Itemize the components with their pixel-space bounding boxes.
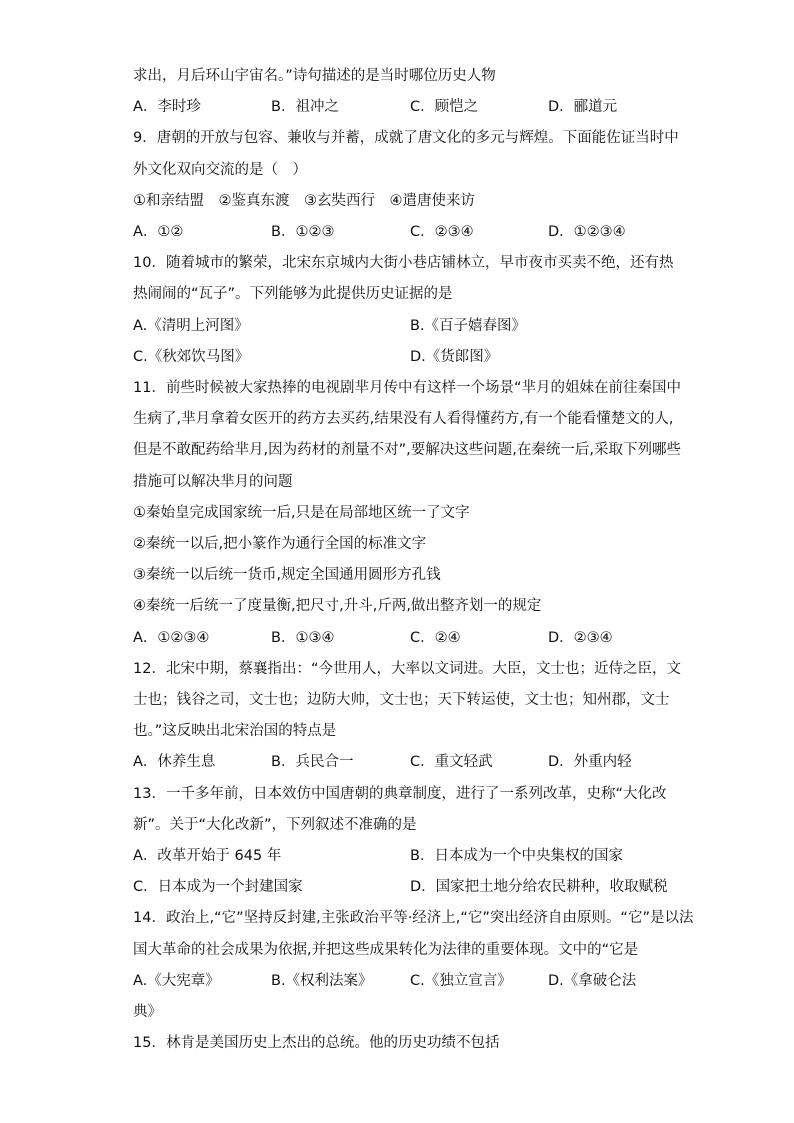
answer-option: B.《百子嬉春图》 — [410, 318, 527, 334]
text-line: 新”。关于“大化改新”，下列叙述不准确的是 — [133, 817, 417, 833]
answer-option: C.《秋郊饮马图》 — [133, 349, 250, 365]
text-line: 外文化双向交流的是（ ） — [133, 162, 307, 178]
answer-options — [133, 877, 673, 897]
answer-option: D．外重内轻 — [548, 754, 632, 770]
text-line: 求出，月后环山宇宙名。”诗句描述的是当时哪位历史人物 — [133, 68, 496, 84]
text-line: 典》 — [133, 1004, 162, 1020]
answer-option: B．日本成为一个中央集权的国家 — [410, 848, 623, 864]
answer-option: A．①② — [133, 224, 184, 240]
answer-option: D．国家把土地分给农民耕种，收取赋税 — [410, 879, 668, 895]
answer-option: D．①②③④ — [548, 224, 626, 240]
text-line: 13．一千多年前，日本效仿中国唐朝的典章制度，进行了一系列改革，史称“大化改 — [133, 786, 667, 802]
text-line: 热闹闹的“瓦子”。下列能够为此提供历史证据的是 — [133, 286, 453, 302]
answer-option: D.《拿破仑法 — [548, 973, 637, 989]
answer-option: C．重文轻武 — [410, 754, 493, 770]
answer-option: A．①②③④ — [133, 630, 210, 646]
text-line: 士也；钱谷之司，文士也；边防大帅，文士也；天下转运使，文士也；知州郡，文士 — [133, 692, 670, 708]
answer-options — [133, 316, 673, 336]
answer-option: A．休养生息 — [133, 754, 216, 770]
answer-option: A．李时珍 — [133, 99, 201, 115]
answer-options — [133, 97, 673, 117]
answer-options — [133, 347, 673, 367]
answer-option: B．①③④ — [271, 630, 335, 646]
answer-option: A．改革开始于 645 年 — [133, 848, 282, 864]
answer-option: B.《权利法案》 — [271, 973, 373, 989]
text-line: 15．林肯是美国历史上杰出的总统。他的历史功绩不包括 — [133, 1035, 500, 1051]
text-line: 措施可以解决芈月的问题 — [133, 474, 293, 490]
answer-options — [133, 628, 673, 648]
text-line: ①秦始皇完成国家统一后,只是在局部地区统一了文字 — [133, 505, 470, 521]
text-line: 但是不敢配药给芈月,因为药材的剂量不对”,要解决这些问题,在秦统一后,采取下列哪些 — [133, 442, 681, 458]
answer-option: D．②③④ — [548, 630, 613, 646]
answer-option: B．①②③ — [271, 224, 335, 240]
answer-option: C．②③④ — [410, 224, 474, 240]
text-line: 国大革命的社会成果为依据,并把这些成果转化为法律的重要体现。文中的“它是 — [133, 942, 639, 958]
answer-option: C．顾恺之 — [410, 99, 479, 115]
answer-option: D．郦道元 — [548, 99, 618, 115]
answer-options — [133, 752, 673, 772]
text-line: 9．唐朝的开放与包容、兼收与并蓄，成就了唐文化的多元与辉煌。下面能佐证当时中 — [133, 130, 679, 146]
text-line: 10．随着城市的繁荣，北宋东京城内大街小巷店铺林立，早市夜市买卖不绝，还有热 — [133, 255, 674, 271]
answer-option: B．兵民合一 — [271, 754, 354, 770]
text-line: 12．北宋中期，蔡襄指出：“今世用人，大率以文词进。大臣，文士也；近侍之臣，文 — [133, 661, 681, 677]
answer-option: A.《清明上河图》 — [133, 318, 249, 334]
answer-option: A.《大宪章》 — [133, 973, 220, 989]
answer-option: D.《货郎图》 — [410, 349, 499, 365]
answer-option: C．②④ — [410, 630, 461, 646]
text-line: 11．前些时候被大家热捧的电视剧芈月传中有这样一个场景“芈月的姐妹在前往秦国中 — [133, 380, 681, 396]
text-line: 生病了,芈月拿着女医开的药方去买药,结果没有人看得懂药方,有一个能看懂楚文的人, — [133, 411, 674, 427]
text-line: ③秦统一以后统一货币,规定全国通用圆形方孔钱 — [133, 567, 441, 583]
answer-options — [133, 846, 673, 866]
answer-options — [133, 222, 673, 242]
answer-options — [133, 971, 673, 991]
text-line: 14．政治上,“它”坚持反封建,主张政治平等·经济上,“它”突出经济自由原则。“它”是以法 — [133, 910, 694, 926]
text-line: ②秦统一以后,把小篆作为通行全国的标准文字 — [133, 536, 427, 552]
text-line: ①和亲结盟 ②鉴真东渡 ③玄奘西行 ④遣唐使来访 — [133, 193, 475, 209]
text-line: 也。”这反映出北宋治国的特点是 — [133, 723, 337, 739]
answer-option: B．祖冲之 — [271, 99, 339, 115]
answer-option: C．日本成为一个封建国家 — [133, 879, 303, 895]
text-line: ④秦统一后统一了度量衡,把尺寸,升斗,斤两,做出整齐划一的规定 — [133, 598, 542, 614]
answer-option: C.《独立宣言》 — [410, 973, 512, 989]
